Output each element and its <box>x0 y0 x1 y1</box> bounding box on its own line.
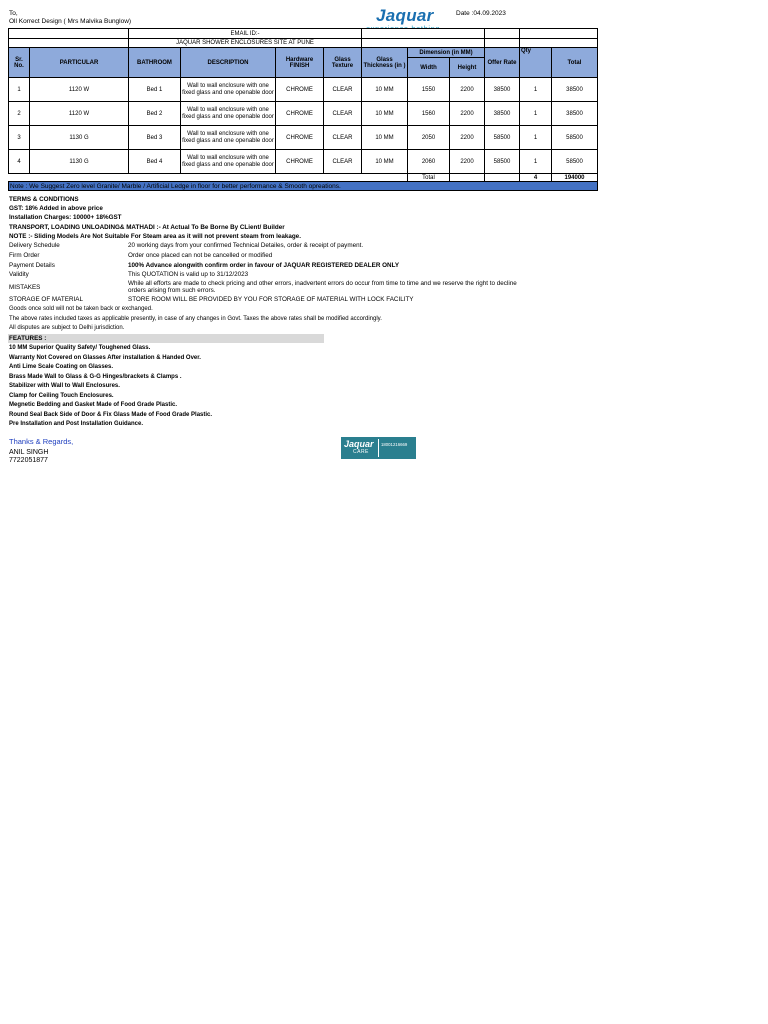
jaquar-care-badge <box>341 437 416 459</box>
total-label: Total <box>408 174 450 182</box>
row-thickness: 10 MM <box>362 150 408 174</box>
thanks-line: Thanks & Regards, <box>9 437 74 446</box>
terms-heading: TERMS & CONDITIONS <box>9 196 79 203</box>
feature-item: Stabilizer with Wall to Wall Enclosures. <box>9 383 120 389</box>
feature-item: Anti Lime Scale Coating on Glasses. <box>9 364 114 370</box>
row-width: 2060 <box>408 150 450 174</box>
care-label: CARE <box>353 449 369 455</box>
col-bathroom: BATHROOM <box>129 48 181 78</box>
brand-name: Jaquar <box>376 6 434 25</box>
row-particular: 1120 W <box>30 102 129 126</box>
row-height: 2200 <box>450 126 485 150</box>
row-thickness: 10 MM <box>362 78 408 102</box>
rates-note: The above rates included taxes as applicable presently, in case of any changes in Govt. Taxes the above rates shall be modified accordingly. <box>9 316 382 322</box>
row-qty: 1 <box>520 78 552 102</box>
row-total: 58500 <box>552 126 598 150</box>
features-list <box>9 344 212 430</box>
table-row <box>9 150 598 174</box>
col-glass-thickness: Glass Thickness (in ) <box>362 48 408 78</box>
row-height: 2200 <box>450 102 485 126</box>
row-rate: 38500 <box>485 78 520 102</box>
row-thickness: 10 MM <box>362 102 408 126</box>
feature-item: Round Seal Back Side of Door & Fix Glass Made of Food Grade Plastic. <box>9 411 213 418</box>
term-value: 100% Advance alongwith confirm order in favour of JAQUAR REGISTERED DEALER ONLY <box>128 262 400 269</box>
row-width: 2050 <box>408 126 450 150</box>
col-hardware: Hardware FINISH <box>276 48 324 78</box>
row-height: 2200 <box>450 150 485 174</box>
row-rate: 38500 <box>485 102 520 126</box>
row-hardware: CHROME <box>276 102 324 126</box>
care-brand: Jaquar <box>344 439 374 449</box>
row-qty: 1 <box>520 126 552 150</box>
col-total: Total <box>552 48 598 78</box>
row-description: Wall to wall enclosure with one fixed glass and one openable door <box>181 78 276 102</box>
term-value: While all efforts are made to check pricing and other errors, inadvertent errors do occur from time to time and we reserve the right to decline orders arising from such errors. <box>128 280 517 294</box>
care-divider <box>378 439 379 457</box>
quote-date: Date :04.09.2023 <box>456 10 506 17</box>
row-sr: 3 <box>9 126 30 150</box>
row-description: Wall to wall enclosure with one fixed glass and one openable door <box>181 150 276 174</box>
features-bar <box>8 334 324 343</box>
col-qty: Qty <box>520 48 552 78</box>
installation-term: Installation Charges: 10000+ 18%GST <box>9 214 122 221</box>
term-label: STORAGE OF MATERIAL <box>9 296 83 303</box>
row-description: Wall to wall enclosure with one fixed glass and one openable door <box>181 102 276 126</box>
goods-sold-note: Goods once sold will not be taken back or exchanged. <box>9 306 153 312</box>
quotation-rows <box>9 78 598 174</box>
row-hardware: CHROME <box>276 78 324 102</box>
row-description: Wall to wall enclosure with one fixed glass and one openable door <box>181 126 276 150</box>
addressee-label: To, <box>9 10 18 17</box>
term-label: Delivery Schedule <box>9 242 60 249</box>
row-particular: 1130 G <box>30 126 129 150</box>
row-total: 38500 <box>552 78 598 102</box>
row-texture: CLEAR <box>324 126 362 150</box>
signer-phone: 7722051877 <box>9 457 48 464</box>
col-height: Height <box>450 58 485 78</box>
row-width: 1560 <box>408 102 450 126</box>
features-heading: FEATURES : <box>9 335 47 342</box>
row-particular: 1120 W <box>30 78 129 102</box>
feature-item: Megnetic Bedding and Gasket Made of Food Grade Plastic. <box>9 402 178 408</box>
row-qty: 1 <box>520 102 552 126</box>
row-sr: 2 <box>9 102 30 126</box>
signature-block <box>9 437 73 464</box>
row-bathroom: Bed 4 <box>129 150 181 174</box>
col-offer-rate: Offer Rate <box>485 48 520 78</box>
term-value: STORE ROOM WILL BE PROVIDED BY YOU FOR STORAGE OF MATERIAL WITH LOCK FACILITY <box>128 296 414 303</box>
row-texture: CLEAR <box>324 78 362 102</box>
row-hardware: CHROME <box>276 126 324 150</box>
col-sr: Sr. No. <box>9 48 30 78</box>
row-bathroom: Bed 2 <box>129 102 181 126</box>
term-label: Firm Order <box>9 252 40 259</box>
term-label: Payment Details <box>9 262 55 269</box>
total-qty: 4 <box>520 174 552 182</box>
row-rate: 58500 <box>485 150 520 174</box>
col-description: DESCRIPTION <box>181 48 276 78</box>
row-sr: 1 <box>9 78 30 102</box>
transport-term: TRANSPORT, LOADING UNLOADING& MATHADI :- At Actual To Be Borne By CLient/ Builder <box>9 224 285 231</box>
feature-item: Brass Made Wall to Glass & G-G Hinges/brackets & Clamps . <box>9 373 182 380</box>
col-dimension: Dimension (in MM) <box>408 48 485 58</box>
grand-total: 194000 <box>552 174 598 182</box>
floor-note: Note : We Suggest Zero level Granite/ Marble / Artificial Ledge in floor for better performance & Smooth opreations. <box>9 182 598 191</box>
site-title: JAQUAR SHOWER ENCLOSURES SITE AT PUNE <box>129 39 362 48</box>
disputes-note: All disputes are subject to Delhi jurisdiction. <box>9 325 125 331</box>
row-bathroom: Bed 1 <box>129 78 181 102</box>
row-bathroom: Bed 3 <box>129 126 181 150</box>
row-qty: 1 <box>520 150 552 174</box>
row-particular: 1130 G <box>30 150 129 174</box>
care-number: 18001216669 <box>381 442 408 447</box>
signer-name: ANIL SINGH <box>9 449 49 456</box>
table-row <box>9 126 598 150</box>
quotation-table <box>8 28 598 191</box>
row-rate: 58500 <box>485 126 520 150</box>
table-row <box>9 78 598 102</box>
col-width: Width <box>408 58 450 78</box>
row-texture: CLEAR <box>324 102 362 126</box>
row-width: 1550 <box>408 78 450 102</box>
table-row <box>9 102 598 126</box>
feature-item: Warranty Not Covered on Glasses After installation & Handed Over. <box>9 354 201 361</box>
gst-term: GST: 18% Added in above price <box>9 205 103 212</box>
term-label: MISTAKES <box>9 284 41 291</box>
sliding-note: NOTE :- Sliding Models Are Not Suitable For Steam area as it will not prevent steam from leakage. <box>9 233 301 240</box>
email-label: EMAIL ID:- <box>129 29 362 39</box>
client-name: Oll Korrect Design ( Mrs Malvika Bunglow) <box>9 18 132 25</box>
row-total: 38500 <box>552 102 598 126</box>
feature-item: Pre Installation and Post Installation Guidance. <box>9 421 144 427</box>
row-sr: 4 <box>9 150 30 174</box>
row-hardware: CHROME <box>276 150 324 174</box>
row-thickness: 10 MM <box>362 126 408 150</box>
term-value: Order once placed can not be cancelled or modified <box>128 252 273 259</box>
feature-item: Clamp for Ceiling Touch Enclosures. <box>9 392 114 399</box>
term-value: 20 working days from your confirmed Technical Detailes, order & receipt of payment. <box>128 242 364 249</box>
term-value: This QUOTATION is valid up to 31/12/2023 <box>128 271 249 278</box>
row-height: 2200 <box>450 78 485 102</box>
term-label: Validity <box>9 271 29 278</box>
row-texture: CLEAR <box>324 150 362 174</box>
col-particular: PARTICULAR <box>30 48 129 78</box>
row-total: 58500 <box>552 150 598 174</box>
col-glass-texture: Glass Texture <box>324 48 362 78</box>
feature-item: 10 MM Superior Quality Safety/ Toughened Glass. <box>9 345 151 351</box>
